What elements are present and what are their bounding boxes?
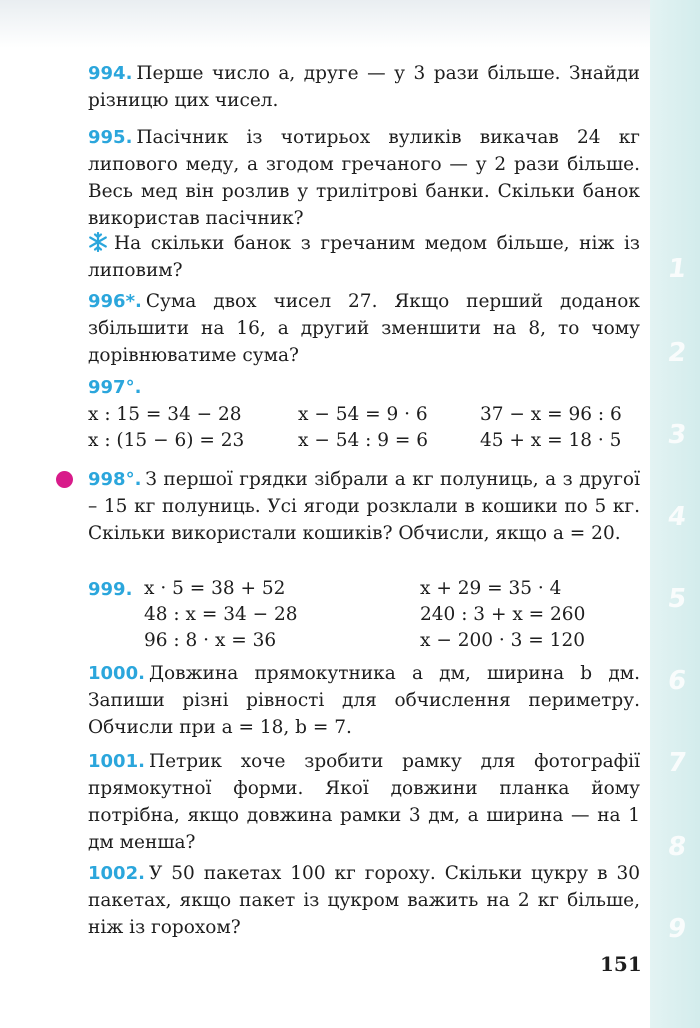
problem-number: 999. <box>88 579 133 600</box>
side-tab-number: 6 <box>665 666 689 696</box>
equation: x − 200 · 3 = 120 <box>420 630 585 651</box>
problem-text: Довжина прямокутника a дм, ширина b дм. Запиши різні рівності для обчислення периметру. Обчисли при a = 18, b = 7. <box>88 663 640 738</box>
problem-text: У 50 пакетах 100 кг гороху. Скільки цукру в 30 пакетах, якщо пакет із цукром важить на 2 кг більше, ніж із горохом? <box>88 863 640 938</box>
side-tab-number: 1 <box>665 254 689 284</box>
problem-text: На скільки банок з гречаним медом більше, ніж із липовим? <box>88 233 640 281</box>
side-tab-number: 3 <box>665 420 689 450</box>
problem-number: 1001. <box>88 751 145 772</box>
marker-dot-icon <box>56 471 73 488</box>
side-tab-number: 8 <box>665 832 689 862</box>
equation: 48 : x = 34 − 28 <box>144 604 298 625</box>
problem-998 <box>88 466 640 547</box>
equation: 96 : 8 · x = 36 <box>144 630 277 651</box>
problem-1000 <box>88 660 640 741</box>
side-tab-number: 7 <box>665 748 689 778</box>
equation: x + 29 = 35 · 4 <box>420 578 562 599</box>
problem-text: Сума двох чисел 27. Якщо перший доданок збільшити на 16, а другий зменшити на 8, то чому дорівнюватиме сума? <box>88 291 640 366</box>
problem-995 <box>88 124 640 232</box>
snowflake-icon <box>88 232 108 252</box>
equation: 240 : 3 + x = 260 <box>420 604 586 625</box>
top-shade <box>0 0 700 48</box>
problem-number: 994. <box>88 63 133 84</box>
equation: 37 − x = 96 : 6 <box>480 404 622 425</box>
problem-number: 995. <box>88 127 133 148</box>
side-tab-number: 5 <box>665 584 689 614</box>
problem-text: Пасічник із чотирьох вуликів викачав 24 кг липового меду, а згодом гречаного — у 2 рази більше. Весь мед він розлив у трилітрові банки. Скільки банок використав пасічник? <box>88 127 640 229</box>
equation: x : 15 = 34 − 28 <box>88 404 242 425</box>
problem-996 <box>88 288 640 369</box>
side-tab-number: 4 <box>665 502 689 532</box>
problem-number: 1000. <box>88 663 145 684</box>
equation: x − 54 : 9 = 6 <box>298 430 429 451</box>
problem-1002 <box>88 860 640 941</box>
problem-994 <box>88 60 640 114</box>
problem-number: 998°. <box>88 469 142 490</box>
side-tab-number: 9 <box>665 914 689 944</box>
equation: x − 54 = 9 · 6 <box>298 404 428 425</box>
problem-number: 1002. <box>88 863 145 884</box>
problem-text: З першої грядки зібрали a кг полуниць, а з другої – 15 кг полуниць. Усі ягоди розклали в кошики по 5 кг. Скільки використали кошиків? Обчисли, якщо a = 20. <box>88 469 640 544</box>
page-number: 151 <box>600 952 642 976</box>
equation: x : (15 − 6) = 23 <box>88 430 245 451</box>
problem-997 <box>88 374 640 401</box>
problem-995-extra <box>88 230 640 284</box>
problem-1001 <box>88 748 640 856</box>
problem-text: Перше число a, друге — у 3 рази більше. Знайди різницю цих чисел. <box>88 63 640 111</box>
equation: 45 + x = 18 · 5 <box>480 430 622 451</box>
problem-number: 996*. <box>88 291 142 312</box>
side-tab-number: 2 <box>665 338 689 368</box>
problem-number: 997°. <box>88 377 142 398</box>
problem-text: Петрик хоче зробити рамку для фотографії прямокутної форми. Якої довжини планка йому потрібна, якщо довжина рамки 3 дм, а ширина — на 1 дм менша? <box>88 751 640 853</box>
equation: x · 5 = 38 + 52 <box>144 578 286 599</box>
